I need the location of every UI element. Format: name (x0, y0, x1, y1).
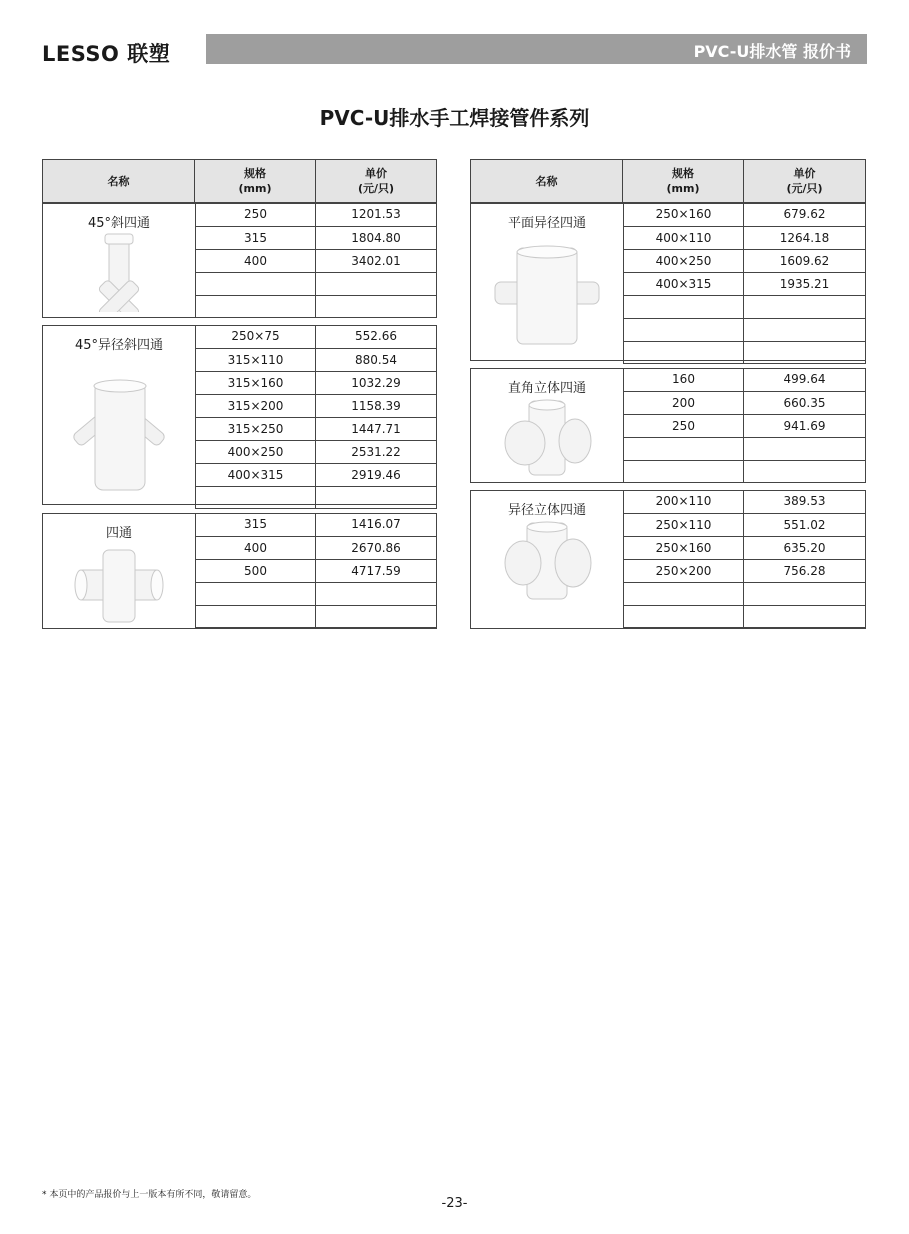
spec-cell: 250×160 (623, 203, 744, 226)
product-group (470, 368, 866, 483)
spec-cell (195, 487, 316, 508)
table-row (623, 582, 866, 605)
spec-price-rows (623, 368, 866, 483)
table-row (195, 486, 437, 509)
price-cell (744, 606, 866, 627)
spec-cell (623, 342, 744, 363)
table-row (195, 513, 437, 536)
col-spec-unit: (mm) (666, 182, 700, 195)
price-cell: 756.28 (744, 560, 866, 582)
spec-cell: 315 (195, 513, 316, 536)
spec-cell: 500 (195, 560, 316, 582)
price-cell (744, 583, 866, 605)
page-title: PVC-U排水手工焊接管件系列 (319, 106, 590, 130)
table-row (623, 368, 866, 391)
table-row (623, 341, 866, 364)
table-row (623, 249, 866, 272)
price-cell: 3402.01 (316, 250, 437, 272)
spec-cell (623, 319, 744, 341)
spec-cell: 315 (195, 227, 316, 249)
price-cell: 1032.29 (316, 372, 437, 394)
spec-cell: 200 (623, 392, 744, 414)
col-spec-unit: (mm) (238, 182, 272, 195)
table-row (195, 348, 437, 371)
spec-cell (195, 296, 316, 317)
spec-cell: 250 (195, 203, 316, 226)
col-price-unit: (元/只) (357, 182, 395, 195)
brand-logo: LESSO 联塑 (42, 42, 171, 66)
price-cell: 2531.22 (316, 441, 437, 463)
table-row (195, 440, 437, 463)
price-cell (744, 342, 866, 363)
product-group (42, 203, 437, 318)
45-degree-cross-fitting-image (43, 232, 195, 312)
table-row (195, 371, 437, 394)
table-row (195, 272, 437, 295)
product-group (42, 325, 437, 505)
table-row (623, 536, 866, 559)
price-cell: 389.53 (744, 490, 866, 513)
price-cell: 1935.21 (744, 273, 866, 295)
product-name: 直角立体四通 (507, 381, 586, 396)
table-row (623, 295, 866, 318)
spec-cell (195, 583, 316, 605)
table-row (195, 417, 437, 440)
product-name: 平面异径四通 (507, 216, 586, 231)
table-row (623, 559, 866, 582)
col-name-header: 名称 (535, 174, 558, 188)
price-cell: 660.35 (744, 392, 866, 414)
spec-cell: 200×110 (623, 490, 744, 513)
product-name: 异径立体四通 (507, 503, 586, 518)
table-row (195, 249, 437, 272)
table-row (195, 536, 437, 559)
right-table-header (470, 159, 866, 203)
spec-cell: 315×110 (195, 349, 316, 371)
price-cell (316, 487, 437, 508)
table-row (623, 272, 866, 295)
footnote: * 本页中的产品报价与上一版本有所不同，敬请留意。 (42, 1190, 257, 1200)
price-cell: 551.02 (744, 514, 866, 536)
header-bar (206, 34, 867, 64)
spec-cell: 250×200 (623, 560, 744, 582)
price-cell (316, 296, 437, 317)
table-row (623, 318, 866, 341)
table-row (195, 226, 437, 249)
col-price-header: 单价 (365, 167, 387, 180)
table-row (195, 463, 437, 486)
price-cell: 4717.59 (316, 560, 437, 582)
product-group (470, 203, 866, 361)
col-name-header: 名称 (107, 174, 130, 188)
spec-cell (195, 273, 316, 295)
product-group (470, 490, 866, 629)
spec-cell: 400 (195, 537, 316, 559)
price-cell (316, 583, 437, 605)
spec-cell: 400×315 (623, 273, 744, 295)
spec-price-rows (195, 325, 437, 509)
spec-cell: 250 (623, 415, 744, 437)
spec-cell: 250×110 (623, 514, 744, 536)
product-group (42, 513, 437, 629)
spec-cell: 315×200 (195, 395, 316, 417)
col-price-unit: (元/只) (786, 182, 823, 195)
spec-cell: 400 (195, 250, 316, 272)
table-row (195, 295, 437, 318)
spec-cell (623, 438, 744, 460)
table-row (623, 203, 866, 226)
price-cell: 1416.07 (316, 513, 437, 536)
price-cell: 1447.71 (316, 418, 437, 440)
planar-reducing-cross-fitting-image (471, 244, 623, 348)
page-number: -23- (441, 1196, 468, 1211)
price-cell (744, 319, 866, 341)
table-row (623, 460, 866, 483)
spec-price-rows (623, 490, 866, 628)
price-cell: 2670.86 (316, 537, 437, 559)
spec-cell: 315×160 (195, 372, 316, 394)
price-cell: 941.69 (744, 415, 866, 437)
price-cell: 1201.53 (316, 203, 437, 226)
spec-cell: 160 (623, 368, 744, 391)
price-cell: 880.54 (316, 349, 437, 371)
price-cell (744, 461, 866, 482)
table-row (195, 605, 437, 628)
spec-price-rows (195, 513, 437, 628)
table-row (623, 391, 866, 414)
spec-cell: 400×315 (195, 464, 316, 486)
price-cell (744, 296, 866, 318)
spec-cell (195, 606, 316, 627)
45-degree-reducing-cross-fitting-image (43, 376, 195, 496)
spec-cell: 400×110 (623, 227, 744, 249)
price-cell: 499.64 (744, 368, 866, 391)
price-cell: 1158.39 (316, 395, 437, 417)
table-row (623, 513, 866, 536)
table-row (623, 437, 866, 460)
price-cell (744, 438, 866, 460)
table-row (623, 414, 866, 437)
right-angle-3d-cross-fitting-image (471, 399, 623, 479)
table-row (195, 559, 437, 582)
product-name: 四通 (105, 526, 132, 541)
spec-cell: 250×75 (195, 325, 316, 348)
price-cell: 635.20 (744, 537, 866, 559)
price-cell: 1804.80 (316, 227, 437, 249)
product-name: 45°异径斜四通 (74, 338, 164, 353)
spec-cell (623, 296, 744, 318)
spec-cell: 315×250 (195, 418, 316, 440)
cross-fitting-image (43, 548, 195, 624)
reducing-3d-cross-fitting-image (471, 521, 623, 603)
price-cell: 552.66 (316, 325, 437, 348)
table-row (623, 605, 866, 628)
spec-cell (623, 606, 744, 627)
left-table-header (42, 159, 437, 203)
spec-cell (623, 583, 744, 605)
price-cell (316, 606, 437, 627)
header-title: PVC-U排水管 报价书 (693, 42, 851, 61)
table-row (195, 203, 437, 226)
spec-cell: 250×160 (623, 537, 744, 559)
table-row (623, 490, 866, 513)
price-cell: 1609.62 (744, 250, 866, 272)
col-spec-header: 规格 (672, 167, 694, 180)
table-row (195, 325, 437, 348)
col-spec-header: 规格 (244, 167, 266, 180)
spec-price-rows (195, 203, 437, 318)
col-price-header: 单价 (793, 167, 816, 180)
table-row (195, 394, 437, 417)
price-cell: 679.62 (744, 203, 866, 226)
price-cell (316, 273, 437, 295)
price-cell: 2919.46 (316, 464, 437, 486)
spec-cell (623, 461, 744, 482)
spec-cell: 400×250 (623, 250, 744, 272)
spec-cell: 400×250 (195, 441, 316, 463)
product-name: 45°斜四通 (87, 216, 151, 231)
spec-price-rows (623, 203, 866, 364)
price-cell: 1264.18 (744, 227, 866, 249)
table-row (623, 226, 866, 249)
table-row (195, 582, 437, 605)
